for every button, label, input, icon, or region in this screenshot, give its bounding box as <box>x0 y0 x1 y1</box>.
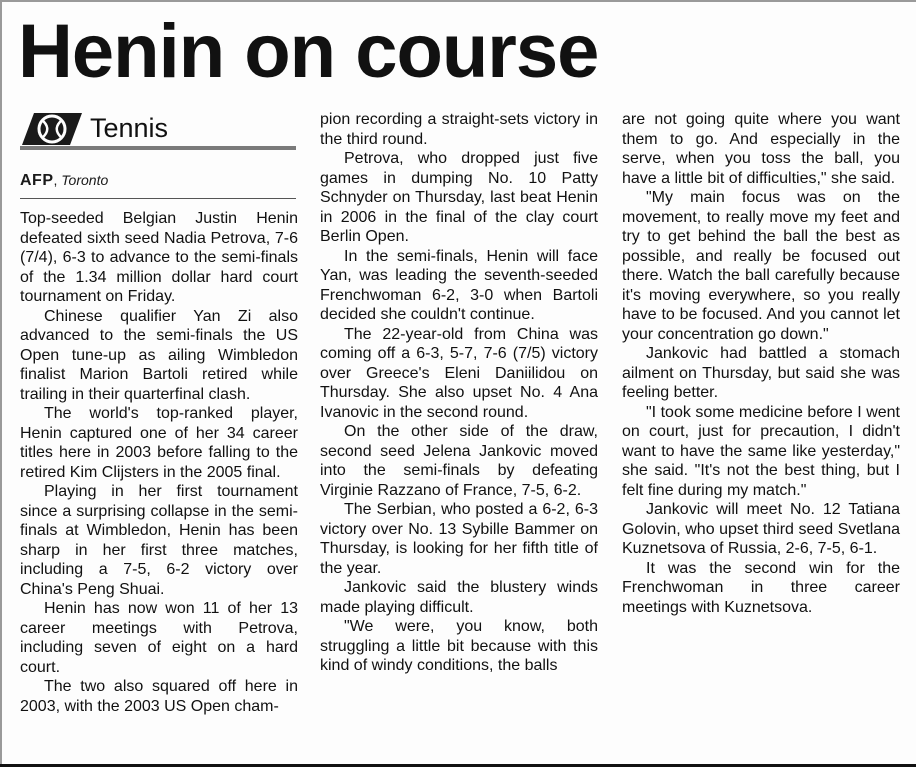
article-paragraph: are not going quite where you want them to go. And especially in the serve, when you toss the ball, you have a little bit of difficulties," she said. <box>622 111 900 187</box>
section-label: Tennis <box>90 113 169 143</box>
article-column-1 <box>20 209 298 716</box>
article-paragraph: "I took some medicine before I went on court, just for precaution, I didn't want to have the same like yesterday," she said. "It's not the best thing, but I felt fine during my match." <box>622 403 900 499</box>
article-paragraph: "We were, you know, both struggling a little bit because with this kind of windy conditions, the balls <box>320 618 598 674</box>
article-paragraph: Jankovic said the blustery winds made playing difficult. <box>320 579 598 616</box>
article-paragraph: The Serbian, who posted a 6-2, 6-3 victory over No. 13 Sybille Bammer on Thursday, is looking for her fifth title of the year. <box>320 501 598 577</box>
article-paragraph: The 22-year-old from China was coming off a 6-3, 5-7, 7-6 (7/5) victory over Greece's Eleni Daniilidou on Thursday. She also upset No. 4 Ana Ivanovic in the second round. <box>320 325 598 421</box>
byline-rule <box>20 198 296 199</box>
article-paragraph: Jankovic had battled a stomach ailment on Thursday, but said she was feeling better. <box>622 345 900 401</box>
article-paragraph: Chinese qualifier Yan Zi also advanced to the semi-finals the US Open tune-up as ailing Wimbledon finalist Marion Bartoli retired while trailing in their quarterfinal clash. <box>20 307 298 403</box>
byline-separator: , <box>53 172 62 188</box>
section-rule <box>20 146 296 150</box>
tennis-ball-icon <box>20 112 84 146</box>
article-paragraph: On the other side of the draw, second seed Jelena Jankovic moved into the semi-finals by defeating Virginie Razzano of France, 7-5, 6-2. <box>320 423 598 499</box>
byline-place: Toronto <box>61 172 109 188</box>
article-paragraph: Petrova, who dropped just five games in dumping No. 10 Patty Schnyder on Thursday, last beat Henin in 2006 in the final of the clay court Berlin Open. <box>320 150 598 245</box>
byline <box>20 170 296 191</box>
article-paragraph: pion recording a straight-sets victory in the third round. <box>320 111 598 148</box>
article-paragraph: Jankovic will meet No. 12 Tatiana Golovin, who upset third seed Svetlana Kuznetsova of Russia, 2-6, 7-5, 6-1. <box>622 501 900 557</box>
top-border <box>0 0 916 2</box>
article-paragraph: Henin has now won 11 of her 13 career meetings with Petrova, including seven of eight on a hard court. <box>20 600 298 676</box>
article-paragraph: The world's top-ranked player, Henin captured one of her 34 career titles here in 2003 before falling to the retired Kim Clijsters in the 2005 final. <box>20 405 298 481</box>
article-paragraph: It was the second win for the Frenchwoman in three career meetings with Kuznetsova. <box>622 559 900 616</box>
article-paragraph: In the semi-finals, Henin will face Yan, was leading the seventh-seeded Frenchwoman 6-2, 3-0 when Bartoli decided she couldn't continue. <box>320 247 598 323</box>
article-column-2 <box>320 110 598 676</box>
headline: Henin on course <box>18 9 599 94</box>
article-paragraph: Top-seeded Belgian Justin Henin defeated sixth seed Nadia Petrova, 7-6 (7/4), 6-3 to advance to the semi-finals of the 1.34 million dollar hard court tournament on Friday. <box>20 210 298 305</box>
article-paragraph: "My main focus was on the movement, to really move my feet and try to get behind the ball the best as possible, and really be focused out there. Watch the ball carefully because it's moving everywhere, so you really have to be focused. And you cannot let your concentration go down." <box>622 189 900 343</box>
article-paragraph: The two also squared off here in 2003, with the 2003 US Open cham- <box>20 678 298 715</box>
byline-agency: AFP <box>20 172 54 189</box>
left-border <box>0 0 2 767</box>
article-column-3 <box>622 110 900 617</box>
section-tag <box>20 110 296 152</box>
article-paragraph: Playing in her first tournament since a surprising collapse in the semi-finals at Wimbledon, Henin has been sharp in her first three matches, including a 7-5, 6-2 victory over China's Peng Shuai. <box>20 483 298 598</box>
